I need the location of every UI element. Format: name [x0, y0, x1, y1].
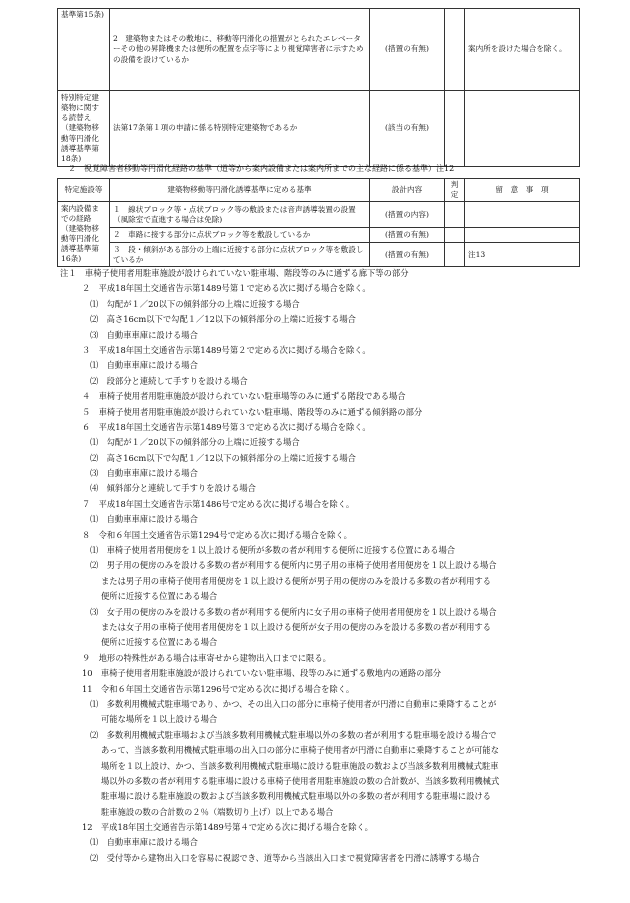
remarks-cell [465, 228, 580, 243]
remarks-cell: 注13 [465, 243, 580, 267]
note-text: 勾配が１／20以下の傾斜部分の上端に近接する場合 [106, 298, 300, 309]
note-marker: ６ [82, 421, 99, 432]
note-text: 場所を１以上設け、かつ、当該多数利用機械式駐車場に設ける駐車施設の数および当該多数利用機械式駐車 [101, 760, 499, 771]
note-line [60, 699, 580, 714]
note-text: 傾斜部分と連続して手すりを設ける場合 [106, 483, 256, 494]
note-text: 高さ16cm以下で勾配１／12以下の傾斜部分の上端に近接する場合 [106, 452, 356, 463]
criteria-cell: １ 線状ブロック等・点状ブロック等の敷設または音声誘導装置の設置（風除室で直進する場合は免除) [110, 202, 370, 228]
note-text: 段部分と連続して手すりを設ける場合 [106, 375, 248, 386]
note-item [60, 314, 580, 329]
note-item [60, 668, 580, 683]
note-item [60, 422, 580, 437]
note-text: 平成18年国土交通省告示第1489号第３で定める次に掲げる場合を除く。 [98, 421, 371, 432]
note-text: 自動車車庫に設ける場合 [106, 329, 198, 340]
note-text: または女子用の車椅子使用者用便房を１以上設ける便所が女子用の便房のみを設ける多数の者が利用する [101, 621, 491, 632]
remarks-cell [465, 91, 580, 167]
category-cell: 特別特定建築物に関する読替え（建築物移動等円滑化誘導基準第18条) [58, 91, 110, 167]
column-header: 留 意 事 項 [465, 179, 580, 202]
note-text: 令和６年国土交通省告示第1294号で定める次に掲げる場合を除く。 [98, 529, 352, 540]
note-text: 可能な場所を１以上設ける場合 [101, 714, 218, 725]
note-item [60, 376, 580, 391]
note-text: 便所に近接する位置にある場合 [101, 591, 218, 602]
note-item [60, 853, 580, 868]
note-text: 受付等から建物出入口を容易に視認でき、道等から当該出入口まで視覚障害者を円滑に誘導する場合 [106, 852, 480, 863]
section-heading: ２ 視覚障害者移動等円滑化経路の基準（道等から案内設備または案内所までの主な経路に係る基準）注12 [68, 164, 455, 173]
note-item [60, 283, 580, 298]
table-row [58, 243, 580, 267]
table-row [58, 91, 580, 167]
note-line [60, 591, 580, 606]
note-line [60, 730, 580, 745]
note-item [60, 391, 580, 406]
note-item [60, 437, 580, 452]
note-item [60, 822, 580, 837]
note-marker: ⑵ [90, 314, 107, 325]
criteria-cell: 法第17条第１項の申請に係る特別特定建築物であるか [110, 91, 370, 167]
note-marker: ８ [82, 529, 99, 540]
criteria-cell: ３ 段・傾斜がある部分の上端に近接する部分に点状ブロック等を敷設しているか [110, 243, 370, 267]
table-row [58, 9, 580, 91]
note-line [60, 807, 580, 822]
note-text: 車椅子使用者用駐車施設が設けられていない駐車場等のみに通ずる階段である場合 [98, 391, 406, 402]
column-header: 判定 [445, 179, 465, 202]
judge-cell [445, 9, 465, 91]
note-text: 平成18年国土交通省告示第1489号第４で定める次に掲げる場合を除く。 [100, 822, 373, 833]
note-marker: ⑶ [90, 329, 107, 340]
note-text: 多数利用機械式駐車場および当該多数利用機械式駐車場以外の多数の者が利用する駐車場を設ける場合で [106, 729, 497, 740]
note-item [60, 684, 580, 699]
note-marker: ⑵ [90, 852, 107, 863]
note-text: 場以外の多数の者が利用する駐車場に設ける車椅子使用者用駐車施設の数の合計数が、当該多数利用機械式 [101, 775, 500, 786]
category-cell: 基準第15条) [58, 9, 110, 91]
note-marker: ⑵ [90, 729, 107, 740]
note-marker: ⑵ [90, 560, 107, 571]
table-row [58, 228, 580, 243]
judge-cell [445, 202, 465, 228]
note-text: 車椅子使用者用駐車施設が設けられていない駐車場、段等のみに通ずる敷地内の通路の部分 [100, 668, 442, 679]
note-text: 便所に近接する位置にある場合 [101, 637, 218, 648]
table-row [58, 202, 580, 228]
category-cell: 案内設備までの経路（建築物移動等円滑化誘導基準第16条) [58, 202, 110, 267]
note-line [60, 607, 580, 622]
note-text: 自動車車庫に設ける場合 [106, 837, 198, 848]
record-cell: (措置の内容) [370, 202, 445, 228]
note-marker: ⑶ [90, 468, 107, 479]
criteria-cell: 2 建築物またはその敷地に、移動等円滑化の措置がとられたエレベーターその他の昇降機または便所の配置を点字等により視覚障害者に示すための設備を設けているか [110, 9, 370, 91]
note-marker: ９ [82, 652, 99, 663]
notes-list [60, 268, 580, 868]
note-text: 女子用の便房のみを設ける多数の者が利用する便所内に女子用の車椅子使用者用便房を１以上設ける場合 [106, 606, 497, 617]
note-marker: ５ [82, 406, 99, 417]
note-text: 男子用の便房のみを設ける多数の者が利用する便所内に男子用の車椅子使用者用便房を１以上設ける場合 [106, 560, 497, 571]
note-text: 車椅子使用者用駐車施設が設けられていない駐車場、階段等のみに通ずる廊下等の部分 [84, 268, 409, 278]
column-header: 特定施設等 [58, 179, 110, 202]
note-marker: 10 [82, 668, 101, 679]
note-marker: ⑴ [90, 514, 107, 525]
note-marker: ⑴ [90, 698, 107, 709]
note-text: 令和６年国土交通省告示第1296号で定める次に掲げる場合を除く。 [100, 683, 355, 694]
note-item [60, 514, 580, 529]
record-cell: (措置の有無) [370, 228, 445, 243]
note-line [60, 622, 580, 637]
note-marker: ⑴ [90, 545, 107, 556]
note-item [60, 499, 580, 514]
record-cell: (措置の有無) [370, 9, 445, 91]
note-text: 車椅子使用者用駐車施設が設けられていない駐車場、階段等のみに通ずる傾斜路の部分 [98, 406, 423, 417]
note-item [60, 468, 580, 483]
note-marker: ２ [82, 283, 99, 294]
note-marker: ３ [82, 344, 99, 355]
note-marker: ⑴ [90, 360, 107, 371]
note-marker: ４ [82, 391, 99, 402]
note-marker: 11 [82, 683, 101, 694]
note-text: 平成18年国土交通省告示第1489号第２で定める次に掲げる場合を除く。 [98, 344, 371, 355]
record-cell: (該当の有無) [370, 91, 445, 167]
note-text: 勾配が１／20以下の傾斜部分の上端に近接する場合 [106, 437, 300, 448]
note-text: 車椅子使用者用便房を１以上設ける便所が多数の者が利用する便所に近接する位置にある場合 [106, 545, 456, 556]
note-text: 多数利用機械式駐車場であり、かつ、その出入口の部分に車椅子使用者が円滑に自動車に乗降することが [106, 698, 497, 709]
note-text: 地形の特殊性がある場合は車寄せから建物出入口までに限る。 [98, 652, 331, 663]
note-marker: ⑴ [90, 437, 107, 448]
note-marker: ⑴ [90, 298, 107, 309]
note-marker: 12 [82, 822, 101, 833]
note-text: あって、当該多数利用機械式駐車場の出入口の部分に車椅子使用者が円滑に自動車に乗降することが可能な [101, 745, 500, 756]
note-line [60, 761, 580, 776]
judge-cell [445, 91, 465, 167]
note-text: 自動車車庫に設ける場合 [106, 514, 198, 525]
criteria-cell: ２ 車路に接する部分に点状ブロック等を敷設しているか [110, 228, 370, 243]
note-line [60, 637, 580, 652]
column-header: 建築物移動等円滑化誘導基準に定める基準 [110, 179, 370, 202]
criteria-table-continued [57, 8, 580, 167]
note-text: 自動車車庫に設ける場合 [106, 468, 198, 479]
note-marker: 注１ [60, 268, 85, 278]
note-item [60, 360, 580, 375]
note-text: 自動車車庫に設ける場合 [106, 360, 198, 371]
note-text: または男子用の車椅子使用者用便房を１以上設ける便所が男子用の便房のみを設ける多数の者が利用する [101, 575, 491, 586]
note-item [60, 653, 580, 668]
note-marker: ⑶ [90, 606, 107, 617]
note-line [60, 791, 580, 806]
judge-cell [445, 228, 465, 243]
note-line [60, 714, 580, 729]
note-text: 駐車場に設ける駐車施設の数および当該多数利用機械式駐車場以外の多数の者が利用する駐車場に設ける [101, 791, 491, 802]
note-item [60, 453, 580, 468]
header-row [58, 179, 580, 202]
note-marker: ⑴ [90, 837, 107, 848]
note-text: 高さ16cm以下で勾配１／12以下の傾斜部分の上端に近接する場合 [106, 314, 356, 325]
note-line [60, 576, 580, 591]
judge-cell [445, 243, 465, 267]
note-text: 平成18年国土交通省告示第1489号第１で定める次に掲げる場合を除く。 [98, 283, 371, 294]
remarks-cell: 案内所を設けた場合を除く。 [465, 9, 580, 91]
column-header: 設計内容 [370, 179, 445, 202]
note-marker: ７ [82, 498, 99, 509]
note-item [60, 483, 580, 498]
route-criteria-table [57, 178, 580, 267]
note-line [60, 745, 580, 760]
note-item [60, 530, 580, 545]
note-marker: ⑵ [90, 452, 107, 463]
note-item [60, 407, 580, 422]
note-text: 駐車施設の数の合計数の２％（端数切り上げ）以上である場合 [101, 806, 334, 817]
note-item [60, 837, 580, 852]
note-item [60, 330, 580, 345]
note-text: 平成18年国土交通省告示第1486号で定める次に掲げる場合を除く。 [98, 498, 355, 509]
note-item [60, 268, 580, 283]
note-item [60, 345, 580, 360]
note-item [60, 545, 580, 560]
note-line [60, 776, 580, 791]
remarks-cell [465, 202, 580, 228]
record-cell: (措置の有無) [370, 243, 445, 267]
note-item [60, 299, 580, 314]
note-line [60, 560, 580, 575]
note-marker: ⑵ [90, 375, 107, 386]
note-marker: ⑷ [90, 483, 107, 494]
